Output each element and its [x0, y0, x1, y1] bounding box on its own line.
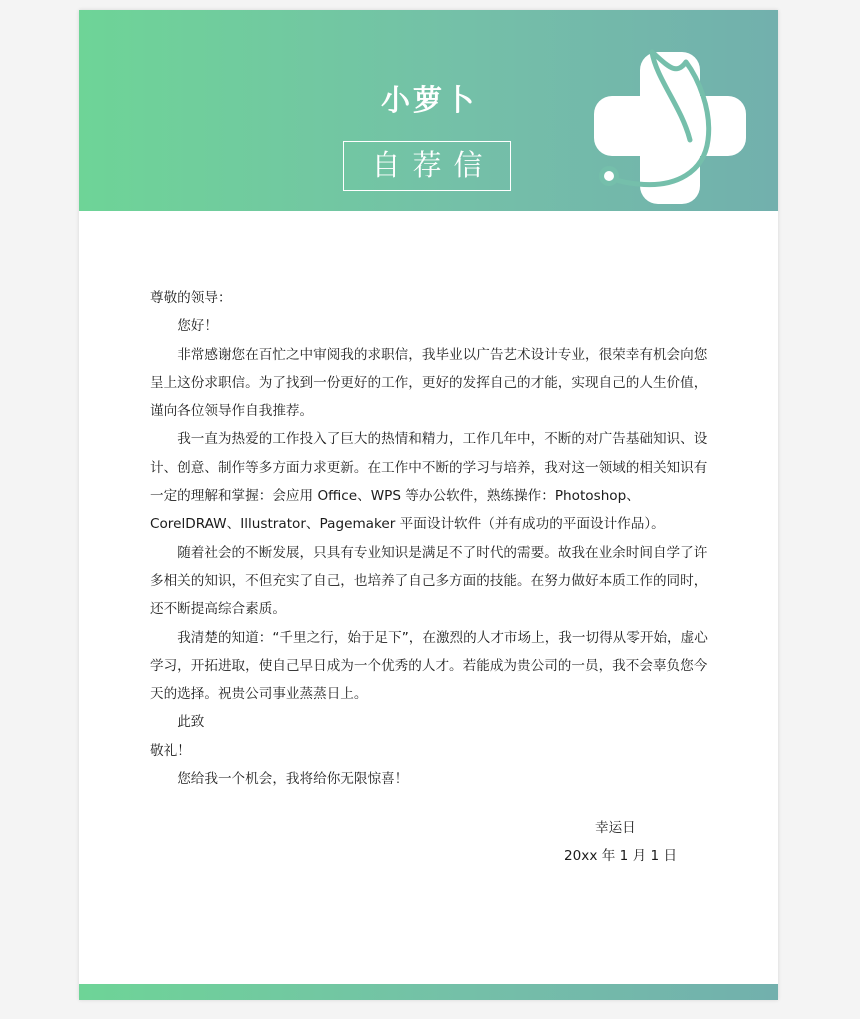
signature: 幸运日: [595, 820, 636, 836]
letter-body: [150, 284, 710, 793]
salutation: 尊敬的领导：: [150, 290, 232, 306]
document-title: 自荐信: [343, 141, 511, 191]
closing-1: 此致: [177, 714, 205, 731]
applicant-name: 小萝卜: [380, 83, 477, 117]
paragraph-1: 非常感谢您在百忙之中审阅我的求职信，我毕业以广告艺术设计专业，很荣幸有机会向您呈上这份求职信。为了找到一份更好的工作，更好的发挥自己的才能，实现自己的人生价值，谨向各位领导作自我推荐。: [150, 346, 708, 420]
closing-note: 您给我一个机会，我将给你无限惊喜！: [177, 771, 409, 788]
letter-date: 20xx 年 1 月 1 日: [564, 848, 678, 864]
medical-cross-stethoscope-icon: [590, 48, 750, 208]
paragraph-4: 我清楚的知道：“千里之行，始于足下”，在激烈的人才市场上，我一切得从零开始，虚心学习，开拓进取，使自己早日成为一个优秀的人才。若能成为贵公司的一员，我不会辜负您今天的选择。祝贵公司事业蒸蒸日上。: [150, 629, 708, 703]
closing-2: 敬礼！: [150, 742, 191, 759]
footer-bar: [79, 984, 778, 1000]
greeting: 您好！: [177, 318, 218, 335]
paragraph-3: 随着社会的不断发展，只具有专业知识是满足不了时代的需要。故我在业余时间自学了许多相关的知识，不但充实了自己，也培养了自己多方面的技能。在努力做好本质工作的同时，还不断提高综合素质。: [150, 544, 708, 618]
header-banner: [79, 10, 778, 211]
paragraph-2: 我一直为热爱的工作投入了巨大的热情和精力，工作几年中，不断的对广告基础知识、设计、创意、制作等多方面力求更新。在工作中不断的学习与培养，我对这一领域的相关知识有一定的理解和掌握：会应用 Office、WPS 等办公软件，熟练操作：Photoshop、CorelDRAW、Illustrator、Pagemaker 平面设计软件（并有成功的平面设计作品）。: [150, 431, 708, 533]
letter-page: [79, 10, 778, 1000]
